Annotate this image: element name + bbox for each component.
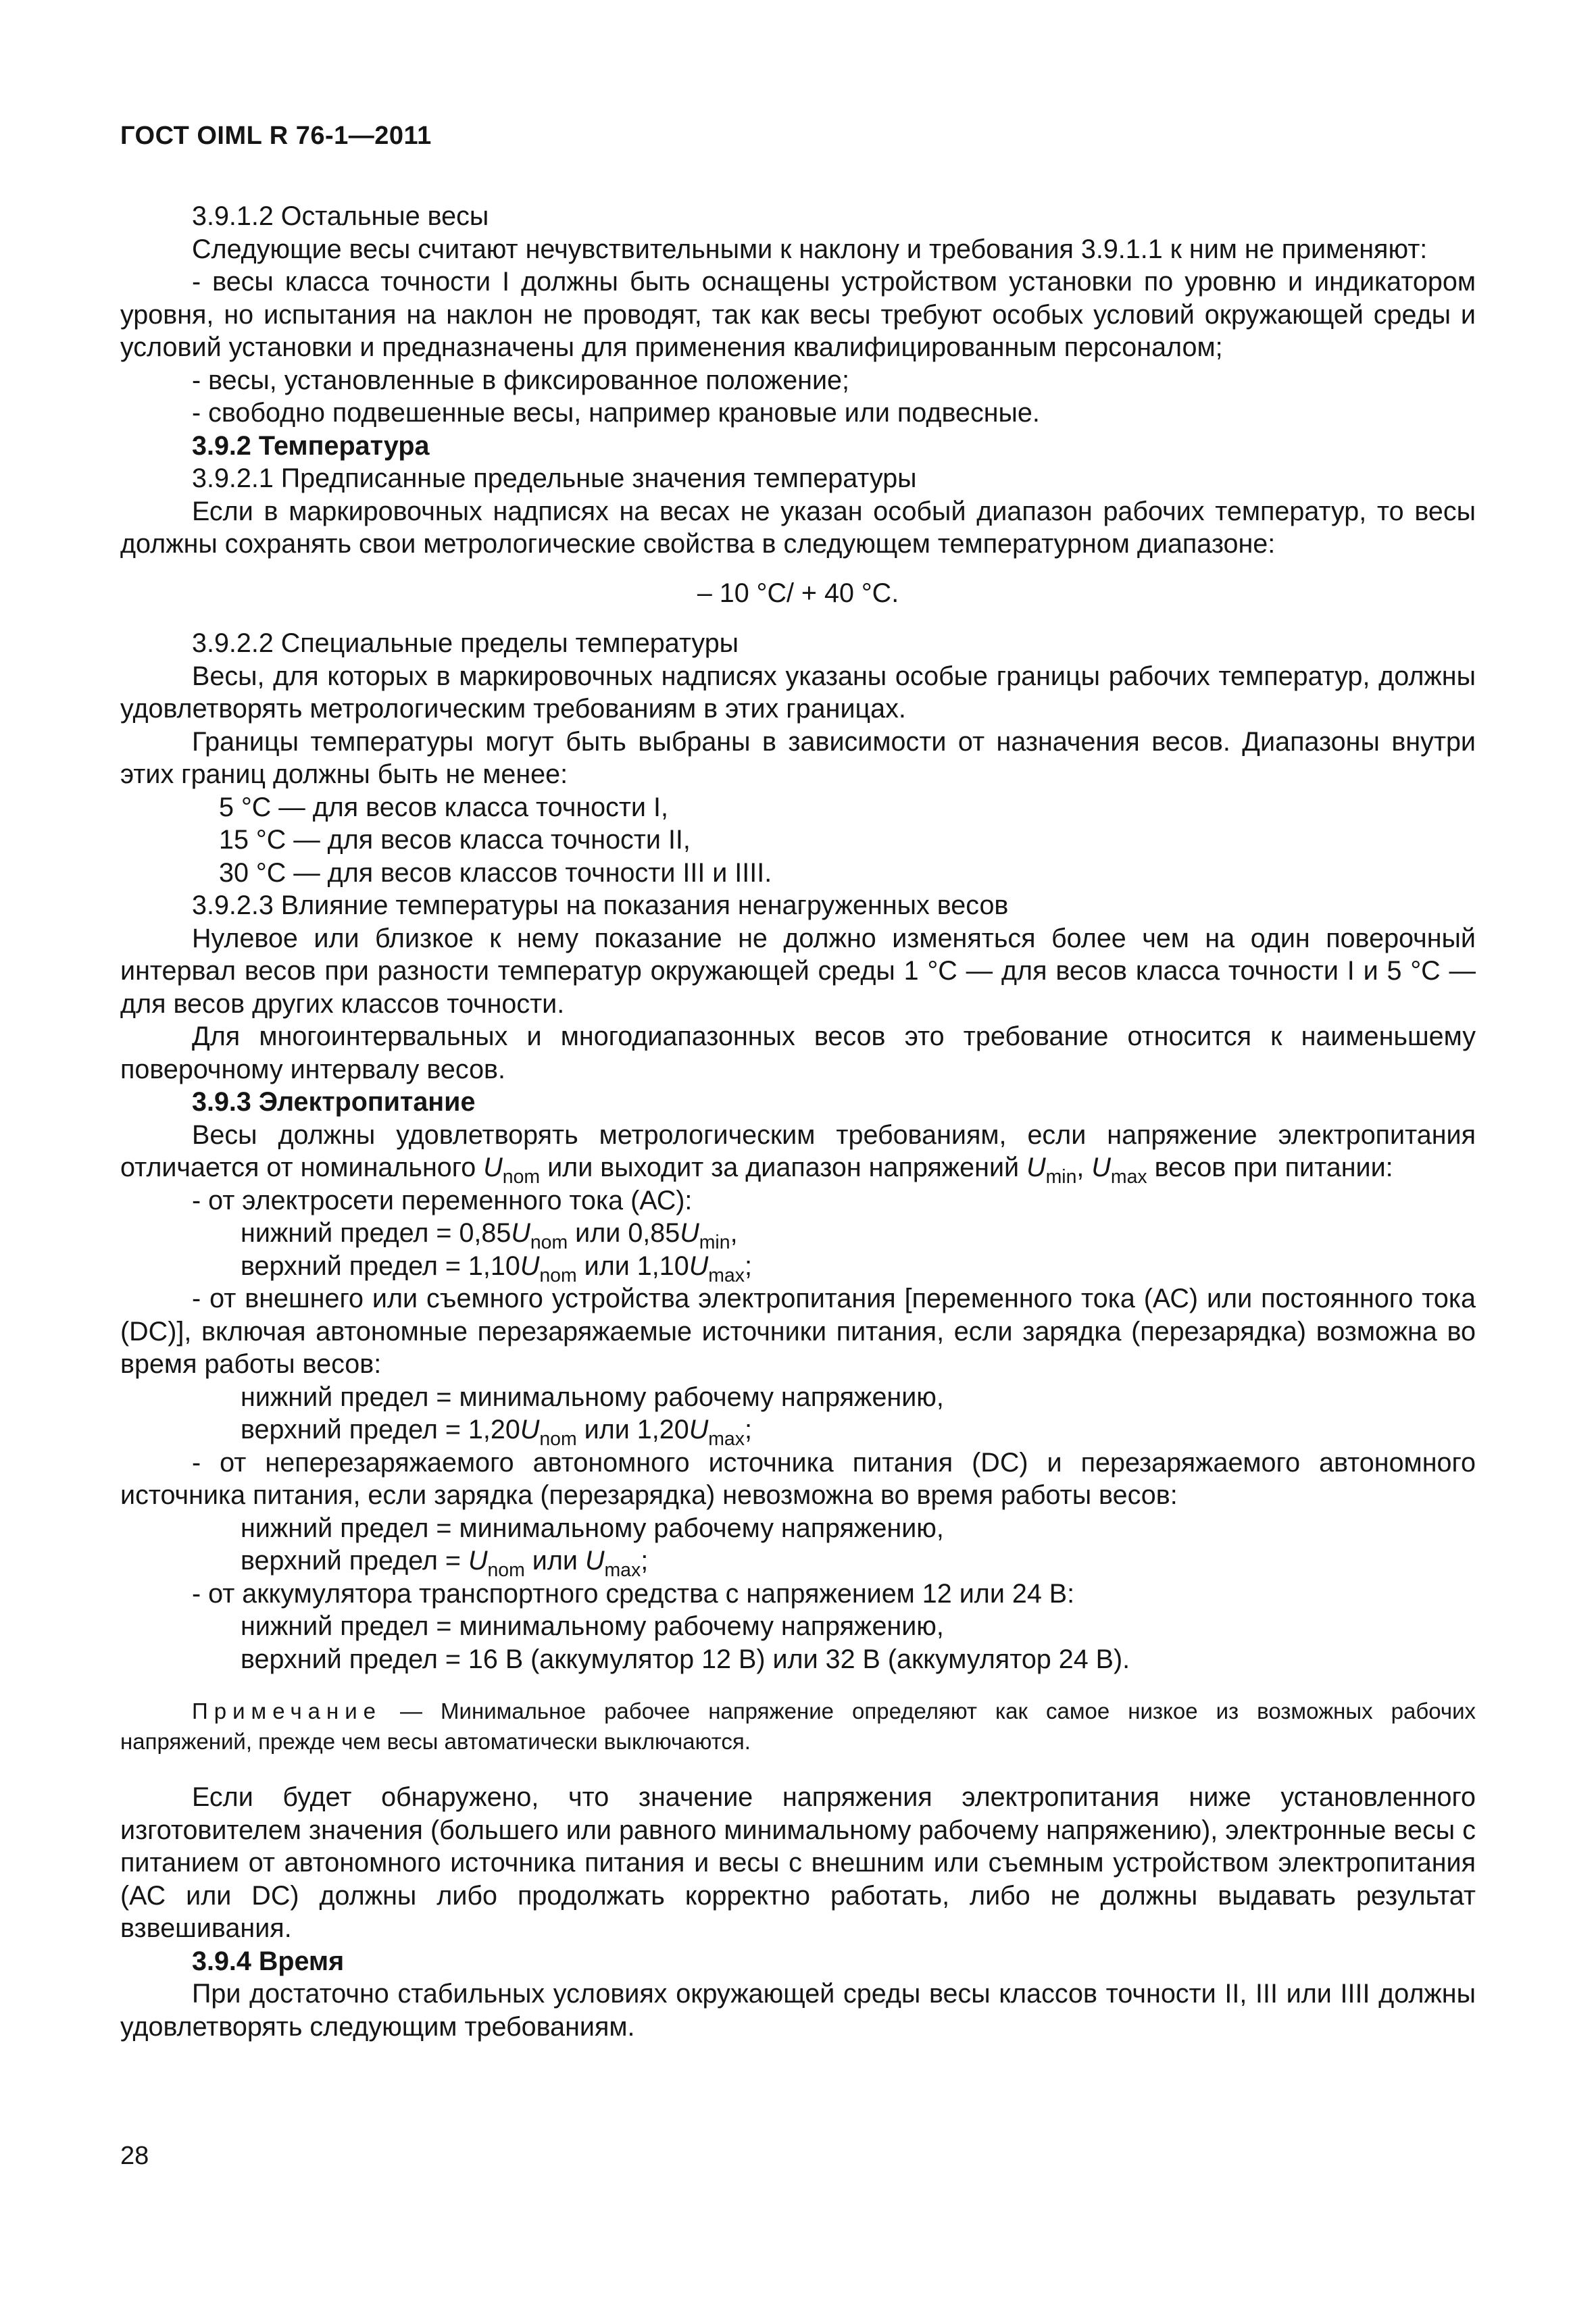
section-3-9-2-heading: 3.9.2 Температура: [192, 430, 430, 461]
section-3-9-2-2-title: 3.9.2.2 Специальные пределы температуры: [192, 628, 739, 658]
power-ac-upper: верхний предел = $1,10U_{nom}$ или $1,10U_{max}$;: [241, 1251, 752, 1286]
list-item-class-i: - весы класса точности I должны быть оснащены устройством установки по уровню и индикатором уровня, но испытания на наклон не проводят, так как весы требуют особых условий окружающей среды и условий установки и предназначены для применения квалифицированным персоналом;: [120, 267, 1476, 362]
list-item-suspended: - свободно подвешенные весы, например крановые или подвесные.: [192, 398, 1040, 428]
temperature-limit-class-i: 5 °С — для весов класса точности I,: [219, 792, 668, 822]
power-vehicle-upper: верхний предел = 16 В (аккумулятор 12 В) или 32 В (аккумулятор 24 В).: [241, 1644, 1130, 1674]
power-vehicle-item: - от аккумулятора транспортного средства с напряжением 12 или 24 В:: [192, 1578, 1075, 1609]
section-3-9-1-2-intro: Следующие весы считают нечувствительными к наклону и требования 3.9.1.1 к ним не применяют:: [192, 234, 1428, 264]
section-3-9-2-3-title: 3.9.2.3 Влияние температуры на показания ненагруженных весов: [192, 890, 1009, 920]
power-battery-lower: нижний предел = минимальному рабочему напряжению,: [241, 1513, 944, 1543]
power-after-note: Если будет обнаружено, что значение напряжения электропитания ниже установленного изготовителем значения (большего или равного минимальному рабочему напряжению), электронные весы с питанием от автономного источника питания и весы с внешним или съемным устройством электропитания (АС или DC) должны либо продолжать корректно работать, либо не должны выдавать результат взвешивания.: [120, 1782, 1476, 1943]
power-ac-item: - от электросети переменного тока (АС):: [192, 1185, 693, 1215]
section-3-9-2-2-text-1: Весы, для которых в маркировочных надписях указаны особые границы рабочих температур, должны удовлетворять метрологическим требованиям в этих границах.: [120, 661, 1476, 724]
power-external-item: - от внешнего или съемного устройства электропитания [переменного тока (АС) или постоянного тока (DC)], включая автономные перезаряжаемые источники питания, если зарядка (перезарядка) возможна во время работы весов:: [120, 1284, 1476, 1379]
section-3-9-4-text: При достаточно стабильных условиях окружающей среды весы классов точности II, III или IIII должны удовлетворять следующим требованиям.: [120, 1979, 1476, 2042]
power-vehicle-lower: нижний предел = минимальному рабочему напряжению,: [241, 1611, 944, 1641]
section-3-9-2-2-text-2: Границы температуры могут быть выбраны в зависимости от назначения весов. Диапазоны внутри этих границ должны быть не менее:: [120, 726, 1476, 789]
section-3-9-1-2-title: 3.9.1.2 Остальные весы: [192, 201, 489, 231]
power-battery-item: - от неперезаряжаемого автономного источника питания (DC) и перезаряжаемого автономного источника питания, если зарядка (перезарядка) невозможна во время работы весов:: [120, 1447, 1476, 1510]
document-body: [120, 200, 1476, 2043]
power-note: [120, 1696, 1476, 1757]
list-item-fixed: - весы, установленные в фиксированное положение;: [192, 365, 849, 395]
power-battery-upper: верхний предел = $U_{nom}$ или $U_{max}$;: [241, 1546, 649, 1581]
section-3-9-2-3-text-2: Для многоинтервальных и многодиапазонных весов это требование относится к наименьшему поверочному интервалу весов.: [120, 1022, 1476, 1084]
section-3-9-2-1-title: 3.9.2.1 Предписанные предельные значения температуры: [192, 463, 917, 493]
note-label: Примечание: [192, 1699, 382, 1724]
document-header: ГОСТ OIML R 76-1—2011: [120, 122, 432, 150]
section-3-9-3-intro: Весы должны удовлетворять метрологическим требованиям, если напряжение электропитания отличается от номинального $U_{nom}$ или выходит за диапазон напряжений $U_{min}$, $U_{max}$ весов при питании:: [120, 1120, 1476, 1188]
section-3-9-4-heading: 3.9.4 Время: [192, 1946, 345, 1976]
power-external-lower: нижний предел = минимальному рабочему напряжению,: [241, 1382, 944, 1412]
section-3-9-3-heading: 3.9.3 Электропитание: [192, 1087, 476, 1117]
power-external-upper: верхний предел = $1,20U_{nom}$ или $1,20U_{max}$;: [241, 1415, 752, 1450]
power-ac-lower: нижний предел = $0,85U_{nom}$ или $0,85U_{min}$,: [241, 1218, 738, 1253]
temperature-range: – 10 °С/ + 40 °С.: [697, 578, 899, 608]
note-text: — Минимальное рабочее напряжение определяют как самое низкое из возможных рабочих напряжений, прежде чем весы автоматически выключаются.: [120, 1699, 1476, 1754]
section-3-9-2-3-text-1: Нулевое или близкое к нему показание не должно изменяться более чем на один поверочный интервал весов при разности температур окружающей среды 1 °С — для весов класса точности I и 5 °С — для весов других классов точности.: [120, 923, 1476, 1019]
temperature-limit-class-iii-iiii: 30 °С — для весов классов точности III и IIII.: [219, 857, 772, 888]
page-number: 28: [120, 2142, 149, 2170]
temperature-limit-class-ii: 15 °С — для весов класса точности II,: [219, 825, 691, 855]
section-3-9-2-1-text: Если в маркировочных надписях на весах не указан особый диапазон рабочих температур, то весы должны сохранять свои метрологические свойства в следующем температурном диапазоне:: [120, 496, 1476, 559]
